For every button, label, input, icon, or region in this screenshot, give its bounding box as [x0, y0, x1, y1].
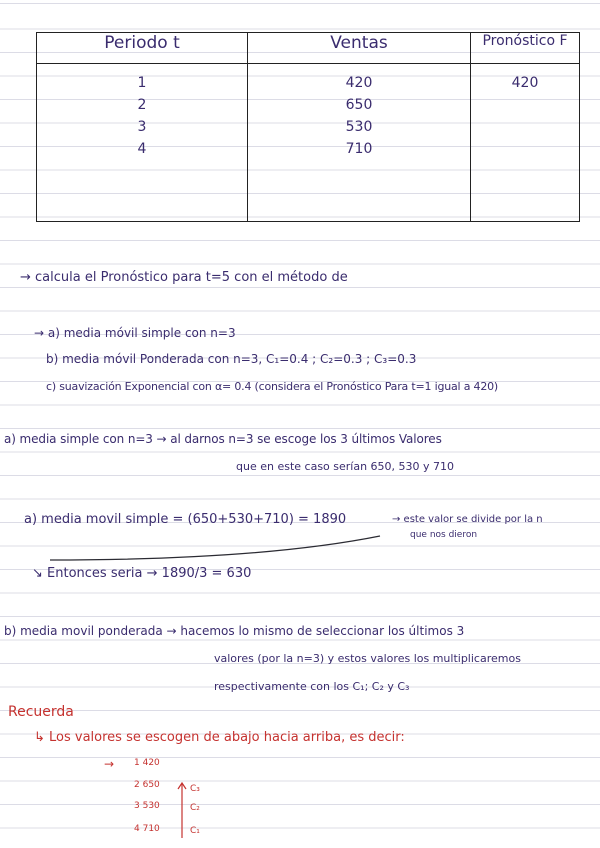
task-c: c) suavización Exponencial con α= 0.4 (considera el Pronóstico Para t=1 igual a 420) — [46, 380, 499, 393]
sol-b-line3: respectivamente con los C₁; C₂ y C₃ — [214, 680, 410, 693]
weight-label: C₁ — [190, 826, 200, 836]
recuerda-arrow: → — [104, 757, 115, 771]
data-table — [36, 32, 580, 222]
sales-value: 530 — [345, 119, 373, 135]
sol-a-note1: → este valor se divide por la n — [392, 514, 543, 525]
sol-a-line2: que en este caso serían 650, 530 y 710 — [236, 460, 455, 473]
recuerda-row: 4 710 — [134, 824, 160, 834]
sol-b-line2: valores (por la n=3) y estos valores los multiplicaremos — [214, 652, 521, 665]
period-value: 4 — [137, 141, 147, 157]
weight-label: C₃ — [190, 784, 200, 794]
period-value: 2 — [137, 97, 147, 113]
sol-a-result: ↘ Entonces seria → 1890/3 = 630 — [32, 566, 252, 581]
period-value: 1 — [137, 75, 147, 91]
sol-a-line1: a) media simple con n=3 → al darnos n=3 se escoge los 3 últimos Valores — [4, 432, 442, 446]
recuerda-title: Recuerda — [8, 704, 74, 720]
recuerda-text: ↳ Los valores se escogen de abajo hacia arriba, es decir: — [34, 730, 405, 745]
sales-value: 420 — [345, 75, 373, 91]
sales-cell — [248, 64, 471, 222]
sales-value: 650 — [345, 97, 373, 113]
weight-label: C₂ — [190, 803, 200, 813]
forecast-cell — [471, 64, 580, 222]
header-pronostico: Pronóstico F — [471, 33, 580, 64]
task-intro: → calcula el Pronóstico para t=5 con el método de — [20, 270, 348, 285]
header-periodo: Periodo t — [37, 33, 248, 64]
header-ventas: Ventas — [248, 33, 471, 64]
sales-value: 710 — [345, 141, 373, 157]
curved-underline — [40, 530, 420, 570]
task-a: → a) media móvil simple con n=3 — [34, 326, 236, 340]
sol-a-formula: a) media movil simple = (650+530+710) = 1890 — [24, 512, 347, 527]
periods-cell — [37, 64, 248, 222]
task-b: b) media móvil Ponderada con n=3, C₁=0.4 ; C₂=0.3 ; C₃=0.3 — [46, 352, 417, 366]
recuerda-row: 1 420 — [134, 758, 160, 768]
period-value: 3 — [137, 119, 147, 135]
sol-b-line1: b) media movil ponderada → hacemos lo mismo de seleccionar los últimos 3 — [4, 624, 465, 638]
recuerda-row: 3 530 — [134, 801, 160, 811]
sol-a-note2: que nos dieron — [410, 530, 478, 540]
recuerda-row: 2 650 — [134, 780, 160, 790]
up-arrow-icon — [176, 780, 188, 840]
forecast-value: 420 — [511, 75, 539, 91]
